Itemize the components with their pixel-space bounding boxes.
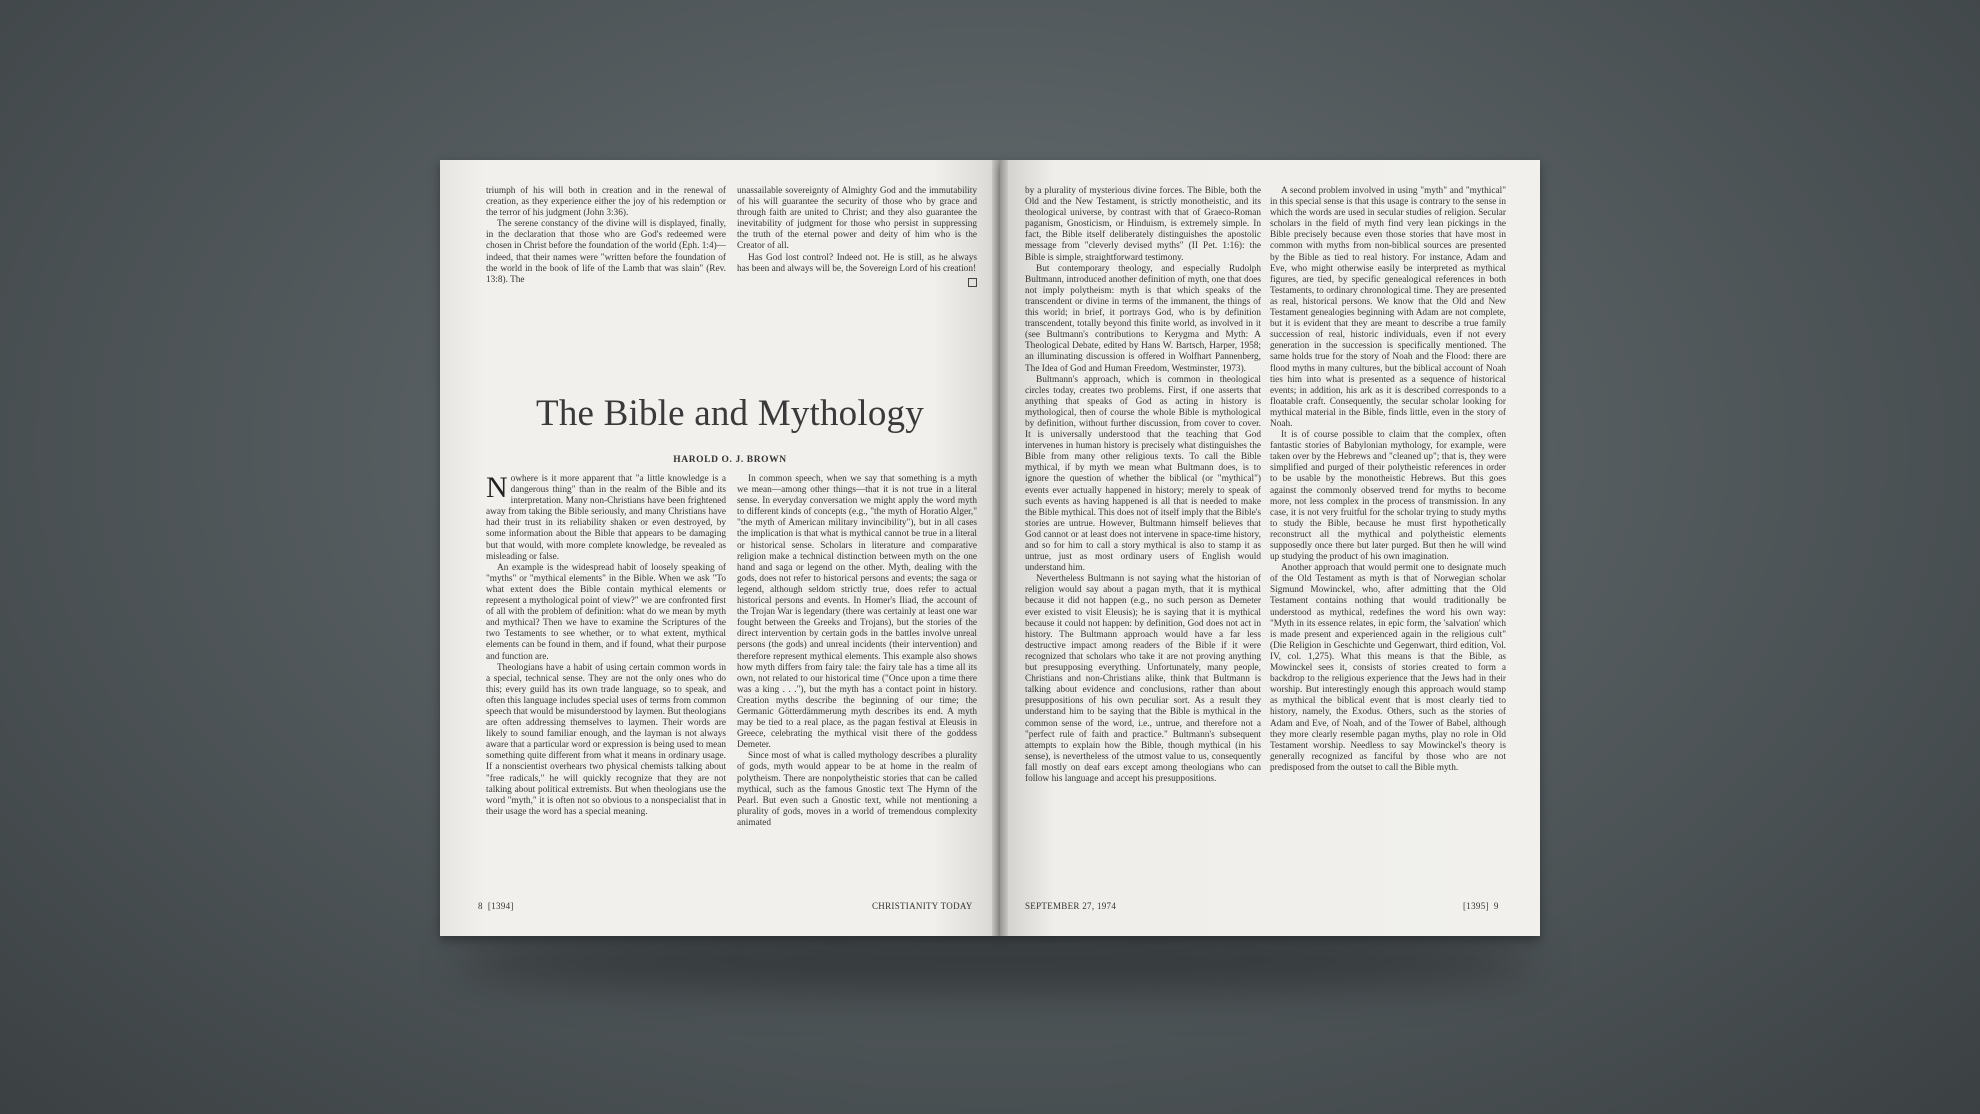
- article-title: The Bible and Mythology: [536, 393, 924, 434]
- drop-cap: N: [486, 474, 508, 504]
- right-folio-date: SEPTEMBER 27, 1974: [1025, 901, 1117, 911]
- magazine-shadow: [455, 930, 1535, 990]
- left-top-column-2: unassailable sovereignty of Almighty God and the immutability of his will guarantee the security of those who by grace and through faith are united to Christ; and they also guarantee the inevitability of judgment for those who persist in suppressing the truth of the eternal power and deity of him who is the Creator of all. Has God lost control? Indeed not. He is still, as he always has been and always will be, the Sovereign Lord of his creation!: [737, 186, 977, 296]
- left-folio-page-number: 8 [1394]: [478, 901, 514, 911]
- end-mark-icon: [968, 278, 977, 287]
- magazine-spine: [992, 160, 1008, 936]
- left-folio-magazine: CHRISTIANITY TODAY: [872, 901, 973, 911]
- left-top-column-1: triumph of his will both in creation and in the renewal of creation, as they experience either the joy of his redemption or the terror of his judgment (John 3:36). The serene constancy of the divine will is displayed, finally, in the declaration that those who are God's redeemed were chosen in Christ before the foundation of the world (Eph. 1:4)—indeed, that their names were "written before the foundation of the world in the book of life of the Lamb that was slain" (Rev. 13:8). The: [486, 186, 726, 285]
- right-body-column-1: by a plurality of mysterious divine forces. The Bible, both the Old and the New Testament, is strictly monotheistic, and its theological universe, by contrast with that of Graeco-Roman paganism, Gnosticism, or Hinduism, is extremely simple. In fact, the Bible itself deliberately distinguishes the apostolic message from "cleverly devised myths" (II Pet. 1:16): the Bible is simple, straightforward testimony. But contemporary theology, and especially Rudolph Bultmann, introduced another definition of myth, one that does not imply polytheism: myth is that which speaks of the transcendent or divine in terms of the immanent, the things of this world; in brief, it portrays God, who is by definition transcendent, totally beyond this finite world, as involved in it (see Bultmann's contributions to Kerygma and Myth: A Theological Debate, edited by Hans W. Bartsch, Harper, 1958; an illuminating discussion is offered in Wolfhart Pannenberg, The Idea of God and Human Freedom, Westminster, 1973). Bultmann's approach, which is common in theological circles today, creates two problems. First, if one asserts that anything that speaks of God as acting in history is mythological, then of course the whole Bible is mythological by definition, without further discussion, from cover to cover. It is universally understood that the teaching that God intervenes in human history is precisely what distinguishes the Bible from many other religious texts. To call the Bible mythical, if by myth we mean what Bultmann does, is to ignore the question of whether the biblical (or "mythical") events ever actually happened in history; merely to speak of such events as having happened is all that is needed to make the Bible mythical. This does not of itself imply that the Bible's stories are untrue. However, Bultmann himself believes that God cannot or at least does not intervene in space-time history, and so for him to call a story mythical is also to stamp it as untrue, just as most ordinary users of English would understand him. Nevertheless Bultmann is not saying what the historian of religion would say about a pagan myth, that it is mythical because it did not happen (e.g., no such person as Demeter ever existed to visit Eleusis); he is saying that it is mythical because it could not happen: by definition, God does not act in history. The Bultmann approach would have a far less destructive impact among readers of the Bible if it were recognized that scholars who take it are not proving anything but presupposing everything. Unfortunately, many people, Christians and non-Christians alike, think that Bultmann is talking about evidence and conclusions, rather than about presuppositions of his own peculiar sort. As a result they understand him to be saying that the Bible is mythical in the common sense of the word, i.e., untrue, and therefore not a "perfect rule of faith and practice." Bultmann's subsequent attempts to explain how the Bible, though mythical (in his sense), is nevertheless of the utmost value to us, consequently fall mostly on deaf ears except among theologians who can follow his language and accept his presuppositions.: [1025, 186, 1261, 784]
- right-body-column-2: A second problem involved in using "myth" and "mythical" in this special sense is that this usage is contrary to the sense in which the words are used in secular studies of religion. Secular scholars in the field of myth find very lean pickings in the Bible precisely because even those stories that have most in common with myths from non-biblical sources are presented by the Bible as tied to real history. For instance, Adam and Eve, who might otherwise easily be interpreted as mythical figures, are tied, by specific genealogical references in both Testaments, to ordinary chronological time. They are presented as real, historical persons. We know that the Old and New Testament genealogies beginning with Adam are not complete, but it is evident that they are meant to describe a true family succession of real, historic individuals, even if not every generation in the succession is specifically mentioned. The same holds true for the story of Noah and the Flood: there are flood myths in many cultures, but the biblical account of Noah ties him into what is presented as a sequence of historical events; in addition, his ark as it is described corresponds to a floatable craft. Consequently, the secular scholar looking for mythical material in the Bible, finds little, even in the story of Noah. It is of course possible to claim that the complex, often fantastic stories of Babylonian mythology, for example, were taken over by the Hebrews and "cleaned up"; that is, they were simplified and purged of their polytheistic references in order to be usable by the monotheistic Hebrews. But this goes against the commonly observed trend for myths to become more, not less complex in the process of transmission. In any case, it is not very fruitful for the scholar trying to study myths to study the Bible, because he must first hypothetically reconstruct all the mythical and polytheistic elements supposedly once there but later purged. But then he will wind up studying the product of his own imagination. Another approach that would permit one to designate much of the Old Testament as myth is that of Norwegian scholar Sigmund Mowinckel, who, after admitting that the Old Testament contains nothing that would traditionally be understood as mythical, redefines the word his own way: "Myth in its essence relates, in epic form, the 'salvation' which is made present and experienced again in the religious cult" (Die Religion in Geschichte und Gegenwart, third edition, Vol. IV, col. 1,275). What this means is that the Bible, as Mowinckel sees it, consists of stories created to form a backdrop to the religious experience that the Jews had in their worship. But interestingly enough this approach would stamp as mythical the biblical event that is most clearly tied to history, namely, the Exodus. Others, such as the stories of Adam and Eve, of Noah, and of the Tower of Babel, although they more clearly resemble pagan myths, play no role in Old Testament worship. Needless to say Mowinckel's theory is generally recognized as fanciful by those who are not predisposed from the outset to call the Bible myth.: [1270, 186, 1506, 773]
- left-body-column-2: In common speech, when we say that something is a myth we mean—among other things—that it is not true in a literal sense. In everyday conversation we might apply the word myth to different kinds of concepts (e.g., "the myth of Horatio Alger," "the myth of American military invincibility"), but in all cases the implication is that what is mythical cannot be true in a literal or historical sense. Scholars in literature and comparative religion make a technical distinction between myth on the one hand and saga or legend on the other. Myth, dealing with the gods, does not refer to historical persons and events; the saga or legend, although seldom strictly true, does refer to actual historical persons and events. In Homer's Iliad, the account of the Trojan War is legendary (there was certainly at least one war fought between the Greeks and Trojans), but the stories of the direct intervention by certain gods in the battles involve unreal persons (the gods) and unreal incidents (their intervention) and therefore represent mythical elements. This example also shows how myth differs from fairy tale: the fairy tale has a time all its own, not related to our historical time ("Once upon a time there was a king . . ."), but the myth has a contact point in history. Creation myths describe the beginning of our time; the Germanic Götterdämmerung myth describes its end. A myth may be tied to a real place, as the pagan festival at Eleusis in Greece, celebrating the mythical visit there of the goddess Demeter. Since most of what is called mythology describes a plurality of gods, myth would appear to be at home in the realm of polytheism. There are nonpolytheistic stories that can be called mythical, such as the famous Gnostic text The Hymn of the Pearl. But even such a Gnostic text, while not mentioning a plurality of gods, moves in a world of tremendous complexity animated: [737, 474, 977, 828]
- right-folio-page-number: [1395] 9: [1463, 901, 1499, 911]
- article-byline: HAROLD O. J. BROWN: [673, 455, 787, 465]
- left-body-column-1: Nowhere is it more apparent that "a little knowledge is a dangerous thing" than in the realm of the Bible and its interpretation. Many non-Christians have been frightened away from taking the Bible seriously, and many Christians have had their trust in its reliability shaken or even destroyed, by some information about the Bible that appears to be damaging but that would, with more complete knowledge, be revealed as misleading or false. An example is the widespread habit of loosely speaking of "myths" or "mythical elements" in the Bible. When we ask "To what extent does the Bible contain mythical elements or represent a mythological point of view?" we are confronted first of all with the problem of definition: what do we mean by myth and mythical? Then we have to examine the Scriptures of the two Testaments to see whether, or to what extent, mythical elements can be found in them, and if found, what their purpose and function are. Theologians have a habit of using certain common words in a special, technical sense. They are not the only ones who do this; every guild has its own trade language, so to speak, and often this language includes special uses of terms from common speech that would be misunderstood by laymen. But theologians are often addressing themselves to laymen. Their words are likely to sound familiar enough, and the layman is not always aware that a particular word or expression is being used to mean something quite different from what it means in ordinary usage. If a nonscientist overhears two physical chemists talking about "free radicals," he will quickly recognize that they are not talking about political extremists. But when theologians use the word "myth," it is often not so obvious to a nonspecialist that in their usage the word has a special meaning.: [486, 474, 726, 817]
